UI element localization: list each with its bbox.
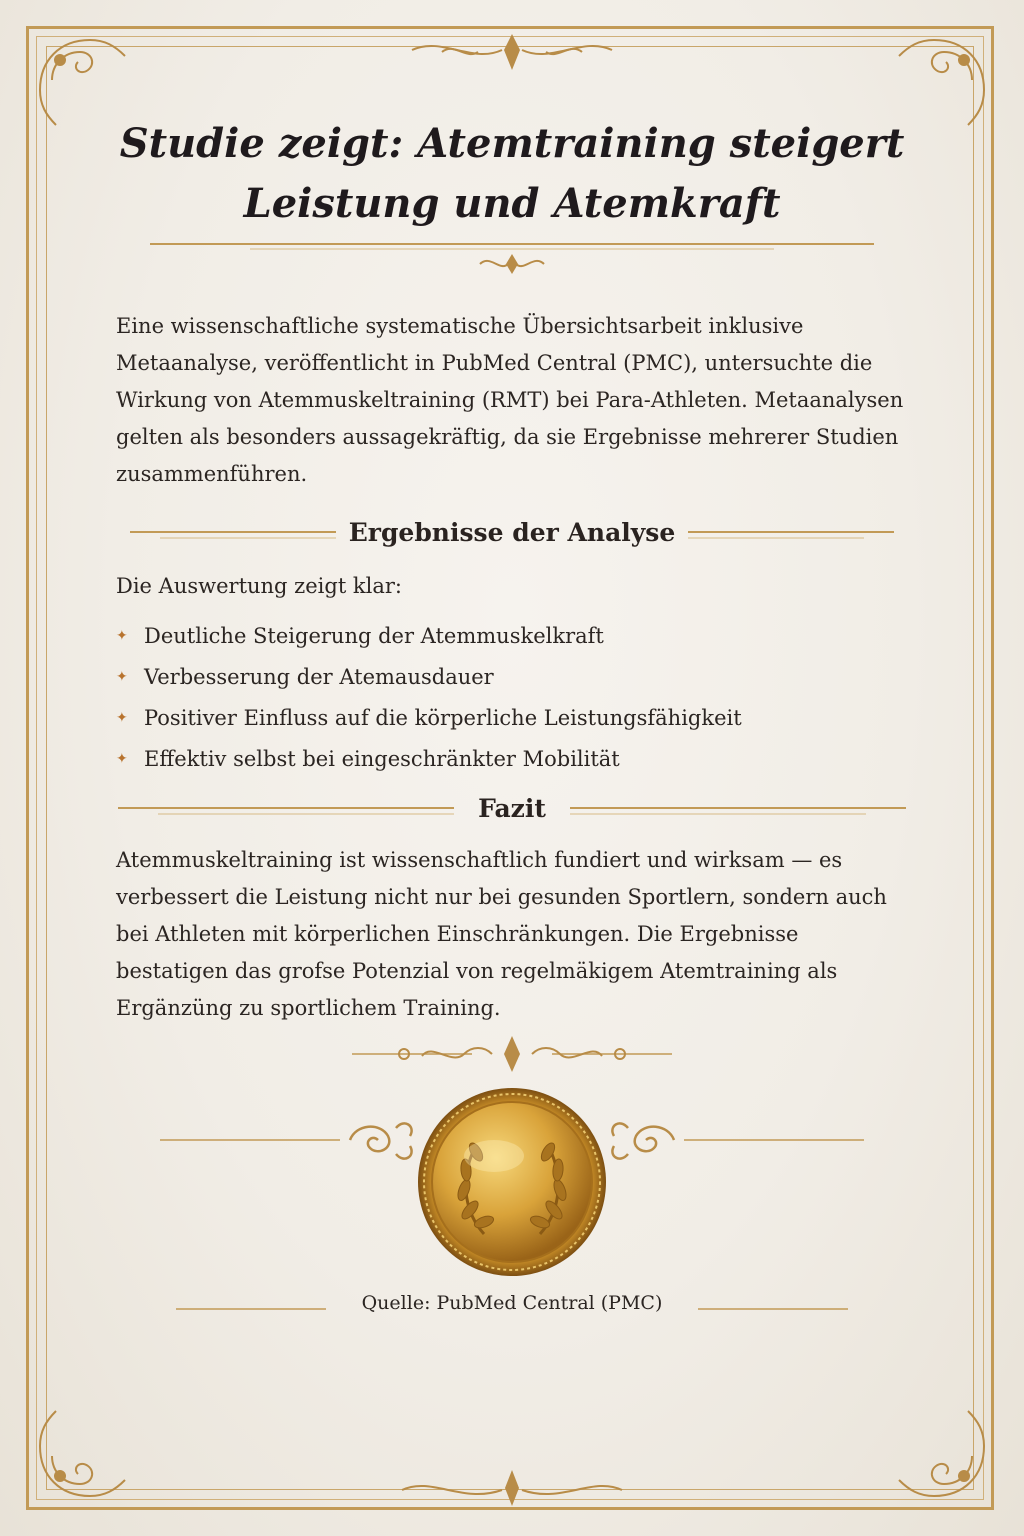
page-title-line-1: Studie zeigt: Atemtraining steigert [119, 120, 905, 167]
list-item [116, 657, 916, 698]
top-center-ornament [402, 30, 622, 74]
results-heading: Ergebnisse der Analyse [348, 518, 676, 547]
list-item-text: Deutliche Steigerung der Atemmuskelkraft [144, 624, 604, 648]
seal-flourish-left [160, 1112, 420, 1172]
bullet-star-icon: ✦ [116, 710, 128, 726]
results-lead: Die Auswertung zeigt klar: [116, 574, 403, 598]
source-citation: Quelle: PubMed Central (PMC) [361, 1292, 663, 1314]
corner-ornament-bottom-right [884, 1396, 994, 1506]
list-item [116, 739, 916, 780]
list-item-text: Effektiv selbst bei eingeschränkter Mobilität [144, 747, 620, 771]
results-list [116, 616, 916, 780]
seal-flourish-top [312, 1030, 712, 1078]
bottom-center-ornament [392, 1466, 632, 1508]
conclusion-paragraph: Atemmuskeltraining ist wissenschaftlich fundiert und wirksam — es verbessert die Leistung nicht nur bei gesunden Sportlern, sondern auch bei Athleten mit körperlichen Einschränkungen. Die Ergebnisse bestatigen das grofse Potenzial von regelmäkigem Atemtraining als Ergänzüng zu sportlichem Training. [116, 848, 887, 1020]
conclusion-heading: Fazit [478, 794, 546, 823]
source-rule-right [698, 1306, 848, 1312]
list-item-text: Verbesserung der Atemausdauer [144, 665, 494, 689]
page-title-line-2: Leistung und Atemkraft [243, 180, 781, 227]
intro-paragraph: Eine wissenschaftliche systematische Übersichtsarbeit inklusive Metaanalyse, veröffentlicht in PubMed Central (PMC), untersuchte die Wirkung von Atemmuskeltraining (RMT) bei Para-Athleten. Metaanalysen gelten als besonders aussagekräftig, da sie Ergebnisse mehrerer Studien zusammenführen. [116, 314, 904, 486]
gold-seal-laurel-icon [414, 1084, 610, 1280]
corner-ornament-bottom-left [30, 1396, 140, 1506]
list-item-text: Positiver Einfluss auf die körperliche Leistungsfähigkeit [144, 706, 742, 730]
bullet-star-icon: ✦ [116, 628, 128, 644]
bullet-star-icon: ✦ [116, 669, 128, 685]
bullet-star-icon: ✦ [116, 751, 128, 767]
seal-flourish-right [604, 1112, 864, 1172]
list-item [116, 616, 916, 657]
conclusion-heading-rule-right [570, 802, 906, 822]
title-divider [130, 234, 894, 278]
results-heading-rule-right [688, 526, 894, 546]
list-item [116, 698, 916, 739]
